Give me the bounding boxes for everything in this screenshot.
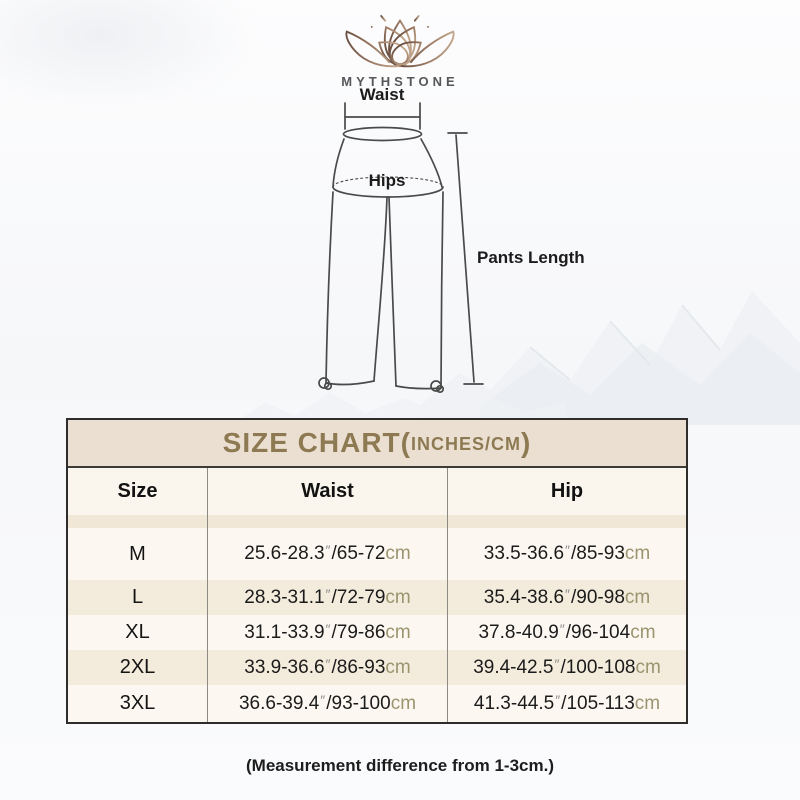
inch-mark: ″ xyxy=(554,655,560,672)
size-cell: 2XL xyxy=(119,656,156,678)
inch-mark: ″ xyxy=(325,620,331,637)
size-chart-table xyxy=(66,418,688,724)
inch-mark: ″ xyxy=(325,585,331,602)
inch-mark: ″ xyxy=(325,655,331,672)
waist-cell: 28.3-31.1 ″ / 72-79 cm xyxy=(207,580,447,615)
hip-cell: 39.4-42.5 ″ / 100-108 cm xyxy=(447,650,686,685)
slash: / xyxy=(560,656,566,678)
table-row-3xl xyxy=(68,685,686,722)
table-row-l xyxy=(68,580,686,615)
inch-mark: ″ xyxy=(320,691,326,708)
column-header-waist: Waist xyxy=(207,468,447,515)
cm-unit: cm xyxy=(635,656,661,678)
cm-unit: cm xyxy=(385,621,411,643)
waist-cell: 31.1-33.9 ″ / 79-86 cm xyxy=(207,615,447,650)
inch-mark: ″ xyxy=(565,542,571,558)
table-title-main: SIZE CHART xyxy=(222,427,401,458)
slash: / xyxy=(326,692,332,714)
hip-cell: 33.5-36.6 ″ / 85-93 cm xyxy=(447,528,686,580)
cm-unit: cm xyxy=(385,586,411,608)
cm-unit: cm xyxy=(624,543,651,564)
pants-length-label: Pants Length xyxy=(477,248,585,267)
table-row-xl xyxy=(68,615,686,650)
hip-cell: 41.3-44.5 ″ / 105-113 cm xyxy=(447,685,686,722)
drawstring-knot-left xyxy=(319,378,331,389)
hips-label: Hips xyxy=(368,171,406,190)
inch-mark: ″ xyxy=(559,620,565,637)
cm-unit: cm xyxy=(385,543,411,564)
cm-unit: cm xyxy=(624,586,651,608)
measurement-note: (Measurement difference from 1-3cm.) xyxy=(246,756,554,775)
separator-row xyxy=(68,515,686,528)
slash: / xyxy=(331,586,337,608)
size-cell: 3XL xyxy=(119,692,156,714)
lotus-logo-icon xyxy=(322,5,478,77)
size-cell: XL xyxy=(125,621,150,643)
waist-label: Waist xyxy=(359,85,405,104)
cm-unit: cm xyxy=(385,656,411,678)
brand-name: MYTHSTONE xyxy=(341,74,459,89)
slash: / xyxy=(571,543,577,564)
table-title xyxy=(68,420,686,468)
column-header-size: Size xyxy=(117,480,158,502)
waist-cell: 25.6-28.3 ″ / 65-72 cm xyxy=(207,528,447,580)
table-row-m xyxy=(68,528,686,580)
waist-cell: 33.9-36.6 ″ / 86-93 cm xyxy=(207,650,447,685)
inch-mark: ″ xyxy=(555,691,561,708)
size-cell: L xyxy=(131,586,144,608)
slash: / xyxy=(331,543,337,564)
slash: / xyxy=(565,621,572,643)
title-paren-open: ( xyxy=(400,427,411,458)
inch-mark: ″ xyxy=(325,542,331,558)
table-title-unit: INCHES/CM xyxy=(410,433,521,454)
slash: / xyxy=(571,586,577,608)
slash: / xyxy=(331,656,337,678)
pants-outline xyxy=(319,103,483,392)
slash: / xyxy=(331,621,337,643)
column-header-hip: Hip xyxy=(447,468,686,515)
inch-mark: ″ xyxy=(565,585,571,602)
column-header-row xyxy=(68,468,686,515)
slash: / xyxy=(561,692,567,714)
cm-unit: cm xyxy=(630,621,656,643)
cm-unit: cm xyxy=(634,692,661,714)
hip-cell: 37.8-40.9 ″ / 96-104 cm xyxy=(447,615,686,650)
cm-unit: cm xyxy=(390,692,417,714)
size-cell: M xyxy=(129,542,146,565)
table-row-2xl xyxy=(68,650,686,685)
waist-cell: 36.6-39.4 ″ / 93-100 cm xyxy=(207,685,447,722)
hip-cell: 35.4-38.6 ″ / 90-98 cm xyxy=(447,580,686,615)
title-paren-close: ) xyxy=(521,427,532,458)
